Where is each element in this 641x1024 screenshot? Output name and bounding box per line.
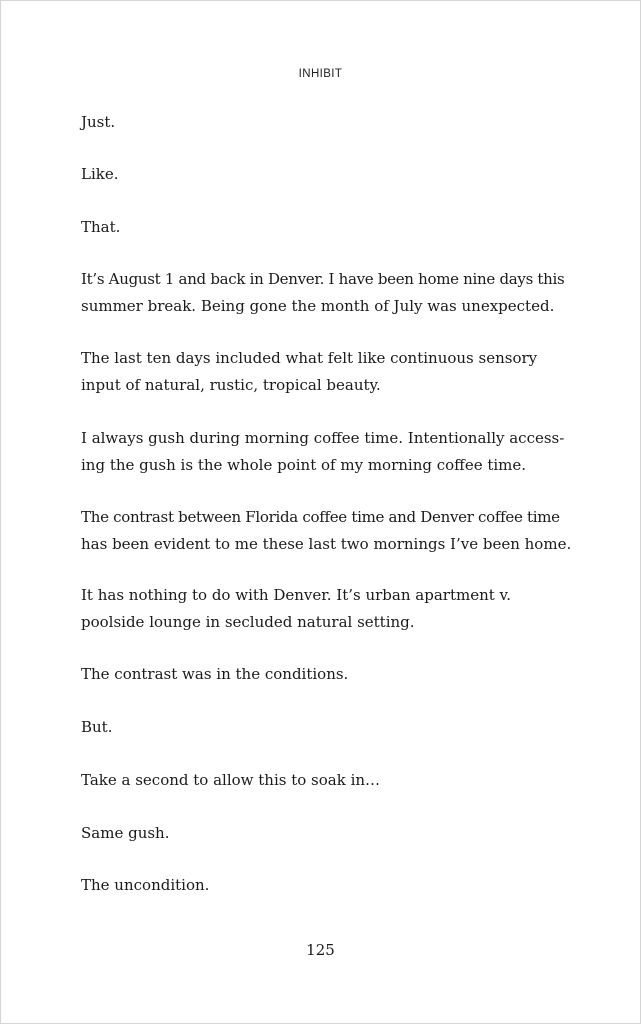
paragraph-last-ten-days bbox=[81, 345, 575, 398]
paragraph-contrast-conditions: The contrast was in the conditions. bbox=[81, 665, 349, 683]
running-header: INHIBIT bbox=[298, 68, 343, 80]
paragraph-gush bbox=[81, 425, 575, 478]
paragraph-line: ing the gush is the whole point of my morning coffee time. bbox=[81, 455, 527, 474]
paragraph-line: poolside lounge in secluded natural setting. bbox=[81, 612, 415, 631]
paragraph-contrast-coffee bbox=[81, 504, 575, 557]
paragraph-just: Just. bbox=[81, 113, 116, 131]
paragraph-that: That. bbox=[81, 218, 121, 236]
paragraph-line: It’s August 1 and back in Denver. I have been home nine days this bbox=[81, 270, 565, 288]
paragraph-line: The last ten days included what felt like continuous sensory bbox=[81, 349, 538, 367]
paragraph-line: has been evident to me these last two mornings I’ve been home. bbox=[81, 534, 572, 553]
paragraph-but: But. bbox=[81, 718, 113, 736]
paragraph-like: Like. bbox=[81, 165, 119, 183]
paragraph-line: input of natural, rustic, tropical beauty. bbox=[81, 375, 381, 394]
page-number: 125 bbox=[306, 941, 335, 959]
paragraph-same-gush: Same gush. bbox=[81, 824, 170, 842]
paragraph-uncondition: The uncondition. bbox=[81, 876, 210, 894]
paragraph-line: summer break. Being gone the month of July was unexpected. bbox=[81, 296, 555, 315]
paragraph-soak-in: Take a second to allow this to soak in… bbox=[81, 771, 381, 789]
paragraph-line: The contrast between Florida coffee time and Denver coffee time bbox=[81, 508, 560, 526]
paragraph-august bbox=[81, 266, 575, 319]
paragraph-line: I always gush during morning coffee time. Intentionally access- bbox=[81, 429, 565, 447]
paragraph-nothing-denver bbox=[81, 582, 575, 635]
paragraph-line: It has nothing to do with Denver. It’s urban apartment v. bbox=[81, 586, 511, 604]
